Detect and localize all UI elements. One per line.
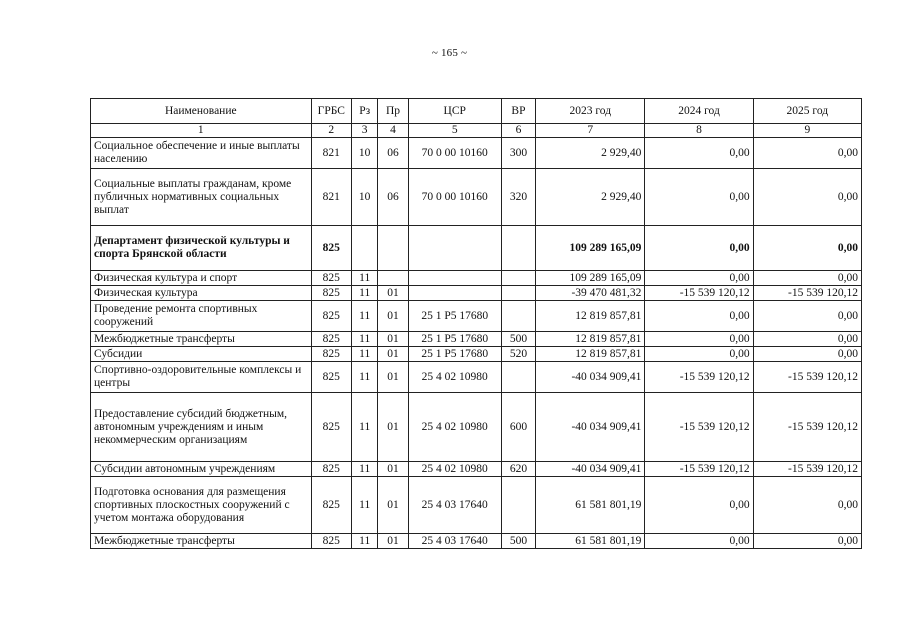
row-pr: 01 <box>378 286 408 301</box>
row-rz: 11 <box>352 286 378 301</box>
row-pr: 01 <box>378 347 408 362</box>
row-vr: 520 <box>501 347 535 362</box>
row-vr <box>501 362 535 393</box>
column-number: 4 <box>378 124 408 138</box>
row-csr: 70 0 00 10160 <box>408 138 501 169</box>
row-pr: 01 <box>378 301 408 332</box>
table-row <box>91 301 862 332</box>
row-2025: 0,00 <box>753 347 861 362</box>
row-grbs: 821 <box>311 169 351 226</box>
row-vr <box>501 226 535 271</box>
row-2023: 109 289 165,09 <box>536 271 645 286</box>
row-vr: 600 <box>501 393 535 462</box>
row-rz: 11 <box>352 477 378 534</box>
row-grbs: 825 <box>311 477 351 534</box>
row-2024: -15 539 120,12 <box>645 393 753 462</box>
row-name: Субсидии автономным учреждениям <box>91 462 312 477</box>
row-pr <box>378 271 408 286</box>
row-2024: -15 539 120,12 <box>645 286 753 301</box>
row-name: Социальные выплаты гражданам, кроме публичных нормативных социальных выплат <box>91 169 312 226</box>
row-2023: 12 819 857,81 <box>536 301 645 332</box>
row-pr: 01 <box>378 462 408 477</box>
row-csr: 25 4 02 10980 <box>408 393 501 462</box>
header-grbs: ГРБС <box>311 99 351 124</box>
row-2023: 61 581 801,19 <box>536 477 645 534</box>
header-2023: 2023 год <box>536 99 645 124</box>
row-csr <box>408 271 501 286</box>
row-2024: 0,00 <box>645 477 753 534</box>
row-csr: 25 4 02 10980 <box>408 362 501 393</box>
row-name: Департамент физической культуры и спорта Брянской области <box>91 226 312 271</box>
row-csr: 25 1 P5 17680 <box>408 332 501 347</box>
row-grbs: 825 <box>311 301 351 332</box>
row-2024: 0,00 <box>645 271 753 286</box>
row-pr: 06 <box>378 169 408 226</box>
row-csr <box>408 226 501 271</box>
row-pr: 01 <box>378 477 408 534</box>
row-name: Проведение ремонта спортивных сооружений <box>91 301 312 332</box>
row-2024: 0,00 <box>645 226 753 271</box>
row-vr: 300 <box>501 138 535 169</box>
row-name: Предоставление субсидий бюджетным, автономным учреждениям и иным некоммерческим организациям <box>91 393 312 462</box>
table-row <box>91 138 862 169</box>
row-name: Физическая культура <box>91 286 312 301</box>
page-number: ~ 165 ~ <box>431 47 468 59</box>
row-2025: -15 539 120,12 <box>753 393 861 462</box>
header-row <box>91 99 862 124</box>
row-csr <box>408 286 501 301</box>
row-2024: -15 539 120,12 <box>645 462 753 477</box>
table-row <box>91 286 862 301</box>
row-name: Подготовка основания для размещения спортивных плоскостных сооружений с учетом монтажа оборудования <box>91 477 312 534</box>
row-2023: 61 581 801,19 <box>536 534 645 549</box>
row-rz: 10 <box>352 169 378 226</box>
row-2023: -40 034 909,41 <box>536 393 645 462</box>
row-2025: 0,00 <box>753 477 861 534</box>
row-pr: 01 <box>378 362 408 393</box>
row-2023: 2 929,40 <box>536 169 645 226</box>
row-vr <box>501 271 535 286</box>
table-row <box>91 271 862 286</box>
row-2024: 0,00 <box>645 169 753 226</box>
column-number-row <box>91 124 862 138</box>
column-number: 3 <box>352 124 378 138</box>
row-vr <box>501 301 535 332</box>
row-rz: 11 <box>352 301 378 332</box>
row-name: Спортивно-оздоровительные комплексы и центры <box>91 362 312 393</box>
row-2025: 0,00 <box>753 301 861 332</box>
row-name: Субсидии <box>91 347 312 362</box>
row-grbs: 825 <box>311 347 351 362</box>
table-row <box>91 362 862 393</box>
row-grbs: 825 <box>311 534 351 549</box>
row-rz: 10 <box>352 138 378 169</box>
row-2023: -39 470 481,32 <box>536 286 645 301</box>
table-row <box>91 462 862 477</box>
row-2023: -40 034 909,41 <box>536 362 645 393</box>
row-rz: 11 <box>352 534 378 549</box>
column-number: 8 <box>645 124 753 138</box>
row-vr <box>501 286 535 301</box>
row-grbs: 825 <box>311 286 351 301</box>
header-2024: 2024 год <box>645 99 753 124</box>
row-vr: 320 <box>501 169 535 226</box>
row-2025: 0,00 <box>753 271 861 286</box>
table-row <box>91 169 862 226</box>
row-csr: 25 1 P5 17680 <box>408 301 501 332</box>
row-2025: 0,00 <box>753 534 861 549</box>
row-2023: 109 289 165,09 <box>536 226 645 271</box>
row-pr <box>378 226 408 271</box>
row-name: Социальное обеспечение и иные выплаты населению <box>91 138 312 169</box>
row-2025: -15 539 120,12 <box>753 462 861 477</box>
row-2024: 0,00 <box>645 347 753 362</box>
column-number: 7 <box>536 124 645 138</box>
row-2023: 12 819 857,81 <box>536 347 645 362</box>
table-row <box>91 477 862 534</box>
row-2025: 0,00 <box>753 138 861 169</box>
row-2025: 0,00 <box>753 226 861 271</box>
row-pr: 06 <box>378 138 408 169</box>
table-row <box>91 534 862 549</box>
table-row <box>91 226 862 271</box>
budget-table <box>90 98 862 549</box>
row-rz: 11 <box>352 462 378 477</box>
row-rz: 11 <box>352 347 378 362</box>
row-grbs: 825 <box>311 271 351 286</box>
row-csr: 25 4 03 17640 <box>408 534 501 549</box>
row-vr <box>501 477 535 534</box>
row-vr: 500 <box>501 534 535 549</box>
header-2025: 2025 год <box>753 99 861 124</box>
row-rz: 11 <box>352 393 378 462</box>
header-vr: ВР <box>501 99 535 124</box>
row-2025: -15 539 120,12 <box>753 286 861 301</box>
table-row <box>91 347 862 362</box>
column-number: 9 <box>753 124 861 138</box>
row-name: Межбюджетные трансферты <box>91 534 312 549</box>
header-pr: Пр <box>378 99 408 124</box>
table-row <box>91 393 862 462</box>
column-number: 2 <box>311 124 351 138</box>
row-csr: 25 4 02 10980 <box>408 462 501 477</box>
row-grbs: 825 <box>311 362 351 393</box>
row-grbs: 825 <box>311 332 351 347</box>
row-vr: 500 <box>501 332 535 347</box>
row-pr: 01 <box>378 534 408 549</box>
row-2024: 0,00 <box>645 534 753 549</box>
header-rz: Рз <box>352 99 378 124</box>
column-number: 6 <box>501 124 535 138</box>
table-row <box>91 332 862 347</box>
row-csr: 25 4 03 17640 <box>408 477 501 534</box>
row-2023: -40 034 909,41 <box>536 462 645 477</box>
row-2025: -15 539 120,12 <box>753 362 861 393</box>
row-2024: 0,00 <box>645 138 753 169</box>
column-number: 1 <box>91 124 312 138</box>
row-csr: 70 0 00 10160 <box>408 169 501 226</box>
row-2024: 0,00 <box>645 301 753 332</box>
row-rz: 11 <box>352 332 378 347</box>
header-name: Наименование <box>91 99 312 124</box>
header-csr: ЦСР <box>408 99 501 124</box>
row-grbs: 825 <box>311 393 351 462</box>
row-2023: 2 929,40 <box>536 138 645 169</box>
row-2025: 0,00 <box>753 332 861 347</box>
row-pr: 01 <box>378 393 408 462</box>
column-number: 5 <box>408 124 501 138</box>
row-grbs: 821 <box>311 138 351 169</box>
row-grbs: 825 <box>311 226 351 271</box>
row-2025: 0,00 <box>753 169 861 226</box>
row-csr: 25 1 P5 17680 <box>408 347 501 362</box>
row-2023: 12 819 857,81 <box>536 332 645 347</box>
row-2024: -15 539 120,12 <box>645 362 753 393</box>
row-2024: 0,00 <box>645 332 753 347</box>
row-vr: 620 <box>501 462 535 477</box>
row-name: Межбюджетные трансферты <box>91 332 312 347</box>
row-rz: 11 <box>352 271 378 286</box>
row-pr: 01 <box>378 332 408 347</box>
row-rz: 11 <box>352 362 378 393</box>
row-grbs: 825 <box>311 462 351 477</box>
row-rz <box>352 226 378 271</box>
row-name: Физическая культура и спорт <box>91 271 312 286</box>
